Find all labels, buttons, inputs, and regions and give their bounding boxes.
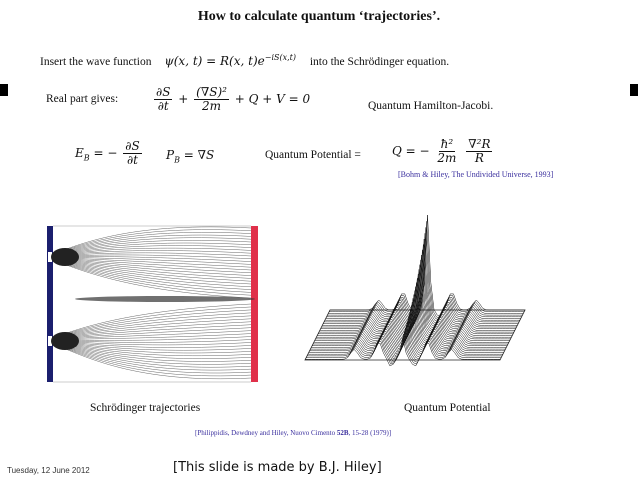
trajectory-line bbox=[53, 341, 251, 345]
footer-credit: [This slide is made by B.J. Hiley] bbox=[173, 460, 382, 475]
momentum-equation: $P_B = \nabla S$ bbox=[166, 148, 215, 165]
trajectory-line bbox=[53, 258, 251, 270]
trajectory-line bbox=[53, 344, 251, 376]
central-dark-band bbox=[75, 296, 255, 302]
left-wall bbox=[47, 226, 53, 382]
real-part-label: Real part gives: bbox=[46, 93, 119, 105]
insert-suffix: into the Schrödinger equation. bbox=[309, 56, 450, 68]
trajectory-line bbox=[53, 227, 251, 254]
trajectory-line bbox=[53, 257, 251, 267]
trajectory-line bbox=[53, 310, 251, 339]
quantum-potential-formula: Q = − $\frac{\text{ħ²}}{2m}$ $\frac{\text{∇²R}}{R}$ bbox=[392, 137, 491, 165]
energy-equation: $E_B$ = − $\frac{\partial S}{\partial t}$ bbox=[75, 139, 140, 167]
insert-line bbox=[40, 53, 449, 68]
citation-bohm-hiley: [Bohm & Hiley, The Undivided Universe, 1993] bbox=[398, 170, 554, 179]
hamilton-jacobi-equation: $\frac{\partial S}{\partial t}$ + $\frac{\text{(∇S)²}}{2m}$ + Q + V = 0 bbox=[156, 85, 311, 113]
slit-dark-blob-top bbox=[51, 248, 79, 266]
insert-prefix: Insert the wave function bbox=[40, 56, 152, 68]
hamilton-jacobi-name: Quantum Hamilton-Jacobi. bbox=[368, 100, 494, 112]
citation-philippidis: [Philippidis, Dewdney and Hiley, Nuovo Cimento 52B, 15-28 (1979)] bbox=[195, 429, 392, 437]
caption-schrodinger-trajectories: Schrödinger trajectories bbox=[90, 402, 201, 414]
quantum-potential-label: Quantum Potential = bbox=[265, 149, 361, 161]
wave-function-formula: ψ(x, t) = R(x, $t)e^{-iS(x,t)}$ bbox=[164, 53, 296, 68]
right-wall bbox=[251, 226, 258, 382]
footer-date: Tuesday, 12 June 2012 bbox=[7, 466, 90, 475]
potential-surface-line bbox=[330, 215, 525, 317]
trajectory-line bbox=[53, 331, 251, 341]
slit-dark-blob-bottom bbox=[51, 332, 79, 350]
trajectory-line bbox=[53, 316, 251, 339]
right-edge-bar bbox=[630, 84, 638, 96]
caption-quantum-potential: Quantum Potential bbox=[404, 402, 491, 414]
quantum-potential-figure bbox=[300, 185, 540, 385]
left-edge-bar bbox=[0, 84, 8, 96]
slide-title: How to calculate quantum ‘trajectories’. bbox=[197, 9, 441, 24]
schrodinger-trajectories-figure bbox=[45, 224, 263, 384]
trajectory-line bbox=[53, 322, 251, 340]
